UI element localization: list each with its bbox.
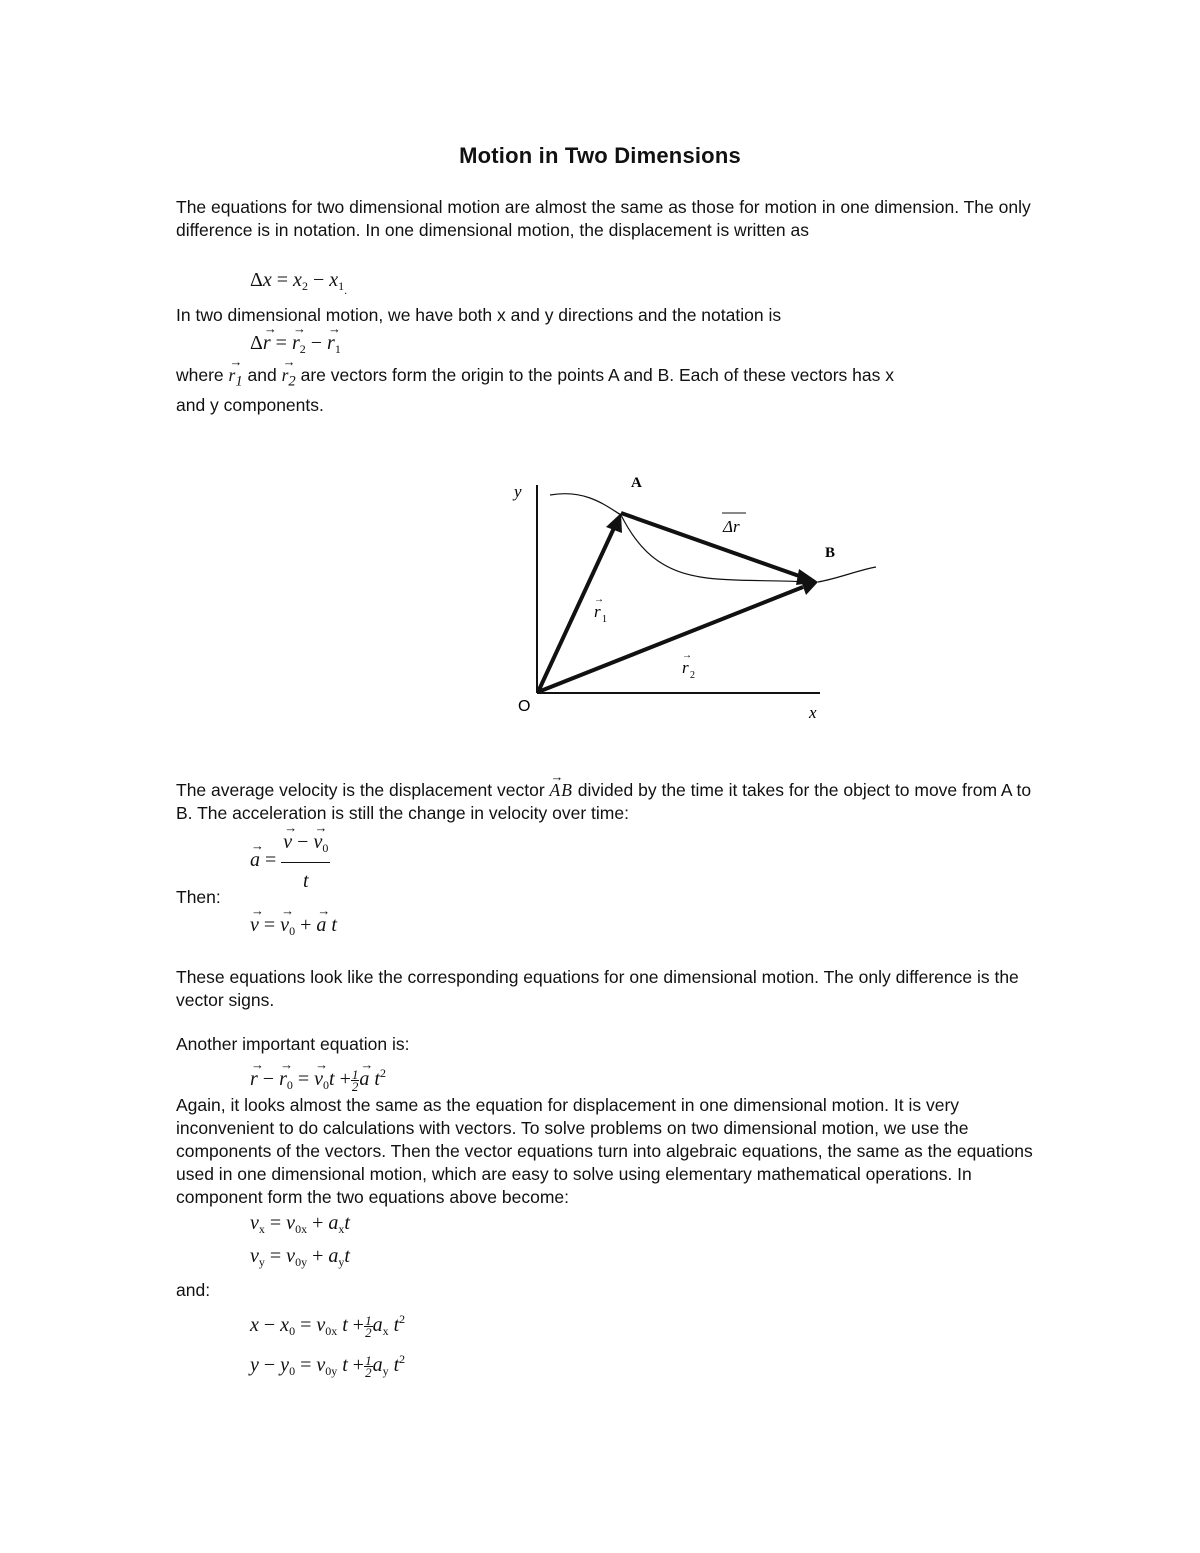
equation-x-position: $x - x_0 = v_{0x}$ t + $\frac{1}{2}$ $a_x$ $t^2$ [250, 1312, 406, 1340]
r2-overarrow: → [682, 650, 692, 661]
equation-vy: $v_y = v_{0y} + a_yt$ [250, 1245, 350, 1269]
label-r1: r [594, 602, 601, 621]
label-r2-sub: 2 [690, 670, 695, 681]
label-y: y [514, 482, 522, 501]
equation-displacement-2d: Δ→ r = → $r_2$ − → $r_1$ [250, 331, 341, 361]
equation-acceleration: → a = → $\frac{v - \to v_0}{t}$ [250, 830, 330, 893]
equation-position: → r − → $r_0$ = → $v_0t$ + $\frac{1}{2}$ → a $t^2$ [250, 1061, 386, 1097]
page-title: Motion in Two Dimensions [459, 143, 741, 168]
paragraph-vector-signs: These equations look like the corresponding equations for one dimensional motion. The only difference is the vector signs. [176, 967, 1019, 1010]
paragraph-components: Again, it looks almost the same as the equation for displacement in one dimensional motion. It is very inconvenient to do calculations with vectors. To solve problems on two dimensional motion, we use the components of the vectors. Then the vector equations turn into algebraic equations, the same as the equations used in one dimensional motion, which are easy to solve using elementary mathematical operations. In component form the two equations above become: [176, 1095, 1033, 1207]
equation-vx: $v_x = v_{0x} + a_xt$ [250, 1212, 350, 1236]
label-then: Then: [176, 887, 221, 907]
equation-velocity: → v = → $v_0$ + → a t [250, 913, 337, 943]
label-delta-r: Δr [723, 517, 740, 536]
paragraph-important-equation: Another important equation is: [176, 1034, 410, 1054]
equation-displacement-1d: $\Delta x = x_2 - x_{1.}$ [250, 269, 348, 297]
paragraph-2d-notation: In two dimensional motion, we have both x and y directions and the notation is [176, 305, 782, 325]
vector-delta-r-line [621, 513, 802, 577]
label-origin: O [518, 698, 531, 715]
equation-y-position: $y - y_0 = v_{0y}$ t + $\frac{1}{2}$ $a_y$ $t^2$ [250, 1352, 406, 1380]
path-curve-start [550, 494, 621, 515]
label-r2: r [682, 658, 689, 677]
vector-r1-arrowhead [606, 513, 622, 533]
displacement-diagram [500, 465, 900, 730]
path-curve-end [818, 567, 876, 582]
paragraph-vectors: where → $r_1$ and → $r_2$ are vectors form the origin to the points A and B. Each of these vectors has x and y components. [176, 364, 1036, 417]
label-point-b: B [825, 545, 836, 561]
label-point-a: A [631, 475, 642, 491]
label-x: x [809, 703, 817, 722]
r1-overarrow: → [594, 594, 604, 605]
label-and: and: [176, 1280, 211, 1300]
label-r1-sub: 1 [602, 614, 607, 625]
paragraph-average-velocity: The average velocity is the displacement vector → AB divided by the time it takes for the object to move from A to B. The acceleration is still the change in velocity over time: [176, 779, 1036, 825]
paragraph-intro: The equations for two dimensional motion are almost the same as those for motion in one dimension. The only difference is in notation. In one dimensional motion, the displacement is written as [176, 197, 1031, 240]
